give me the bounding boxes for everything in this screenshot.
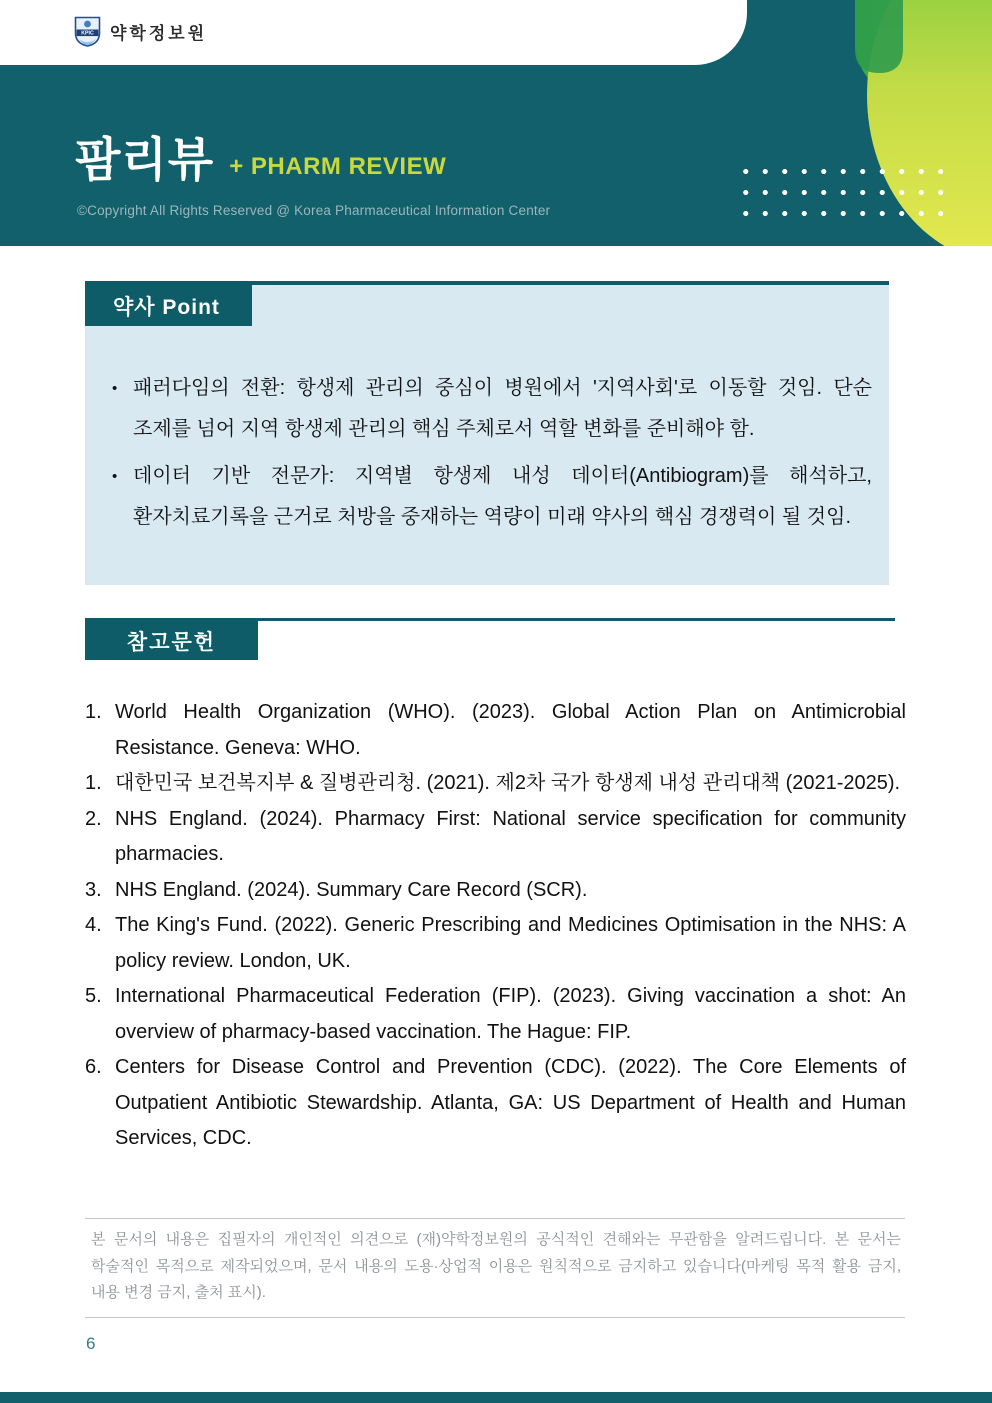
table-row: [85, 695, 906, 766]
bullet-icon: •: [112, 468, 118, 485]
reference-text: NHS England. (2024). Summary Care Record (SCR).: [115, 878, 588, 901]
table-row: [85, 873, 906, 909]
page-title: 팜리뷰: [75, 133, 215, 186]
copyright-text: ©Copyright All Rights Reserved @ Korea Pharmaceutical Information Center: [77, 203, 551, 218]
table-row: [85, 802, 906, 873]
table-row: [85, 1050, 906, 1157]
bullet-icon: •: [112, 380, 118, 397]
brand-logo-text: 약학정보원: [110, 24, 208, 43]
bottom-bar: [0, 1392, 992, 1403]
masthead: [75, 134, 446, 186]
reference-text: International Pharmaceutical Federation (FIP). (2023). Giving vaccination a shot: An overview of pharmacy-based vaccination. The Hague: FIP.: [115, 985, 906, 1043]
reference-number: 1.: [85, 701, 102, 723]
table-row: [85, 979, 906, 1050]
reference-number: 1.: [85, 772, 102, 794]
top-bar: [0, 0, 747, 65]
disclaimer-text: 본 문서의 내용은 집필자의 개인적인 의견으로 (재)약학정보원의 공식적인 견해와는 무관함을 알려드립니다. 본 문서는 학술적인 목적으로 제작되었으며, 문서 내용의 도용·상업적 이용은 원칙적으로 금지하고 있습니다(마케팅 목적 활용 금지, 내용 변경 금지, 출처 표시).: [85, 1218, 905, 1318]
pharmacist-point-box: [85, 281, 889, 585]
dark-green-tongue-shape: [855, 0, 903, 73]
references-list: [85, 695, 906, 1157]
references-section-label: 참고문헌: [85, 621, 258, 660]
reference-number: 6.: [85, 1056, 102, 1078]
svg-text:KPIC: KPIC: [81, 30, 94, 37]
reference-number: 3.: [85, 878, 102, 901]
reference-text: 대한민국 보건복지부 & 질병관리청. (2021). 제2차 국가 항생제 내성 관리대책 (2021-2025).: [115, 772, 901, 794]
bullet-text: 데이터 기반 전문가: 지역별 항생제 내성 데이터(Antibiogram)를 해석하고, 환자치료기록을 근거로 처방을 중재하는 역량이 미래 약사의 핵심 경쟁력이 될 것임.: [133, 465, 872, 528]
reference-text: World Health Organization (WHO). (2023). Global Action Plan on Antimicrobial Resistance. Geneva: WHO.: [115, 701, 906, 759]
table-row: [85, 766, 906, 802]
bullet-text: 패러다임의 전환: 항생제 관리의 중심이 병원에서 '지역사회'로 이동할 것임. 단순 조제를 넘어 지역 항생제 관리의 핵심 주체로서 역할 변화를 준비해야 함.: [133, 377, 872, 440]
page-subtitle: + PHARM REVIEW: [229, 152, 447, 180]
reference-number: 5.: [85, 985, 102, 1007]
list-item: [112, 368, 872, 450]
reference-number: 2.: [85, 807, 102, 830]
list-item: [112, 456, 872, 538]
reference-number: 4.: [85, 914, 102, 936]
pharmacist-point-bullets: [112, 368, 872, 544]
table-row: [85, 908, 906, 979]
kpic-shield-icon: [74, 16, 101, 47]
reference-text: NHS England. (2024). Pharmacy First: National service specification for community pharmacies.: [115, 807, 906, 865]
dot-grid-pattern: [736, 161, 943, 224]
pharmacist-point-label: 약사 Point: [85, 285, 252, 326]
reference-text: The King's Fund. (2022). Generic Prescribing and Medicines Optimisation in the NHS: A policy review. London, UK.: [115, 914, 906, 972]
page-number: 6: [86, 1334, 96, 1353]
brand-logo: [74, 16, 207, 47]
reference-text: Centers for Disease Control and Prevention (CDC). (2022). The Core Elements of Outpatient Antibiotic Stewardship. Atlanta, GA: US Department of Health and Human Services, CDC.: [115, 1056, 906, 1149]
